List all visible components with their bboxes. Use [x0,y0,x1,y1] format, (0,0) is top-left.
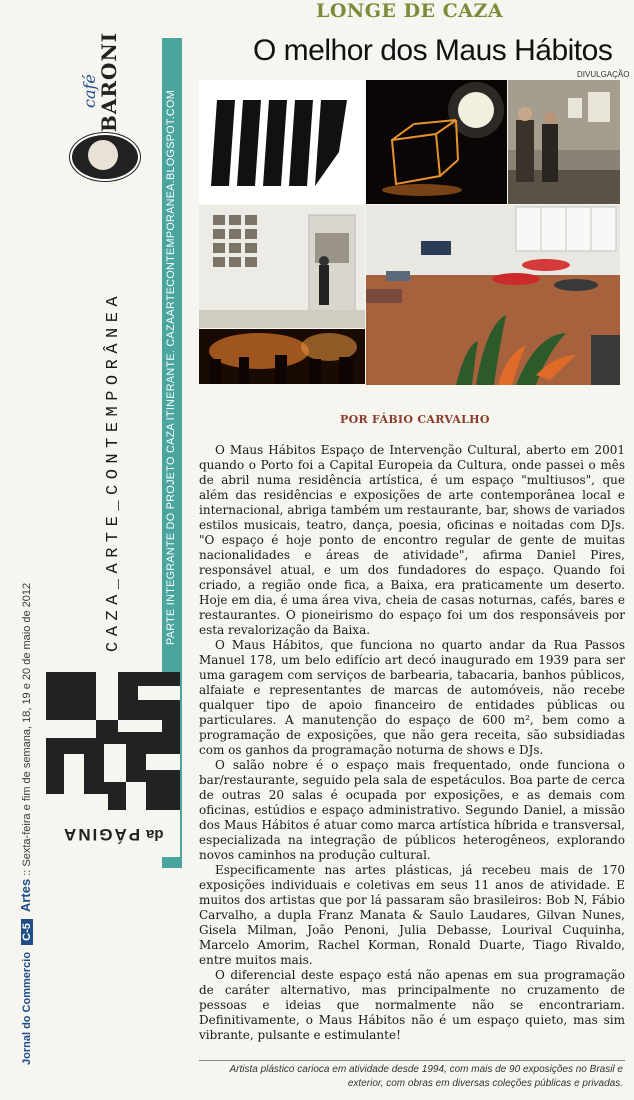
photo-credit: DIVULGAÇÃO [577,70,630,79]
section-page: C-5 [21,919,33,945]
pagina-da: da [146,825,164,843]
photo-logo-stripes [199,80,365,204]
photo-exhibition-wall [199,205,365,328]
photo-light-installation [366,80,507,204]
pagina-label-wrap [44,812,182,856]
paragraph: O salão nobre é o espaço mais frequentado, onde funciona o bar/restaurante, seguido pela sala de espetáculos. Boa parte de cerca de outras 20 salas é ocupada por exposições, e as demais com oficinas, estúdios e espaço administrativo. Segundo Daniel, a missão dos Maus Hábitos é atuar como marca artística híbrida e transversal, especializada na integração de públicos heterogêneos, explorando novos caminhos na produção cultural. [199,758,625,862]
logo-brand: BARONI [97,31,121,132]
paragraph: O Maus Hábitos Espaço de Intervenção Cultural, aberto em 2001 quando o Porto foi a Capital Europeia da Cultura, onde passei o mês de abril numa residência artística, é um espaço "multiusos", que além das residências e exposições de arte contemporânea local e internacional, abriga também um restaurante, bar, shows de variados estilos musicais, teatro, dança, poesia, oficinas e noitadas com DJs. "O espaço é hoje ponto de encontro regular de gente de muitas nacionalidades e áreas de atividade", afirma Daniel Pires, responsável atual, e um dos fundadores do espaço. Quando foi criado, a região onde fica, a Baixa, era praticamente um deserto. Hoje em dia, é uma área viva, cheia de casas noturnas, cafés, bares e restaurantes. O pioneirismo do espaço foi um dos responsáveis por esta revalorização da Baixa. [199,443,625,637]
headline: O melhor dos Maus Hábitos [253,34,613,67]
photo-concert-stage [199,329,365,384]
photo-gallery-visitors [508,80,620,204]
publication-date: :: Sexta-feira e fim de semana, 18, 19 e 20 de maio de 2012 [21,582,33,876]
article-body [199,443,625,1043]
kicker: LONGE DE CAZA [316,0,504,22]
footnote-divider [199,1060,625,1061]
newspaper-dateline [18,405,33,1065]
byline: POR FÁBIO CARVALHO [340,413,490,426]
column-title: CAZA_ARTE_CONTEMPORÂNEA [104,290,123,652]
section-name: Artes [18,878,33,913]
author-footnote: Artista plástico carioca em atividade desde 1994, com mais de 90 exposições no Brasil e exterior, com obras em diversas coleções públicas e privadas. [229,1064,623,1089]
photo-restaurant-hall [366,205,620,385]
paragraph: Especificamente nas artes plásticas, já recebeu mais de 170 exposições individuais e coletivas em seus 11 anos de atividade. E muitos dos artistas que por lá passaram são brasileiros: Bob N, Fábio Carvalho, a dupla Franz Manata & Saulo Laudares, Gilvan Nunes, Gisela Milman, João Penoni, Julia Debasse, Lourival Cuquinha, Marcelo Amorim, Rachel Korman, Ronald Duarte, Tiago Rivaldo, entre muitos mais. [199,863,625,967]
bar-caption: PARTE INTEGRANTE DO PROJETO CAZA ITINERANTE. CAZAARTECONTEMPORANEA.BLOGSPOT.COM [165,89,177,645]
paragraph: O Maus Hábitos, que funciona no quarto andar da Rua Passos Manuel 178, um belo edifício art decó inaugurado em 1939 para ser uma garagem com serviços de barbearia, tabacaria, banhos públicos, alfaiate e representantes de marcas de automóveis, não recebe qualquer tipo de apoio financeiro de entidades públicas ou particulares. A manutenção do espaço de 600 m², bem como a programação de exposições, que não gera receita, são subsidiadas com os ganhos da programação noturna de shows e DJs. [199,638,625,757]
newspaper-name: Jornal do Commercio [21,951,33,1065]
paragraph: O diferencial deste espaço está não apenas em sua programação de caráter alternativo, mas principalmente no cruzamento de pessoas e ideias que normalmente não se encontrariam. Definitivamente, o Maus Hábitos não é um espaço quieto, mas sim vibrante, pulsante e estimulante! [199,968,625,1042]
portrait-icon [88,140,118,170]
logo-cafe: café [80,74,99,108]
pagina-label: PÁGINA [62,825,141,844]
